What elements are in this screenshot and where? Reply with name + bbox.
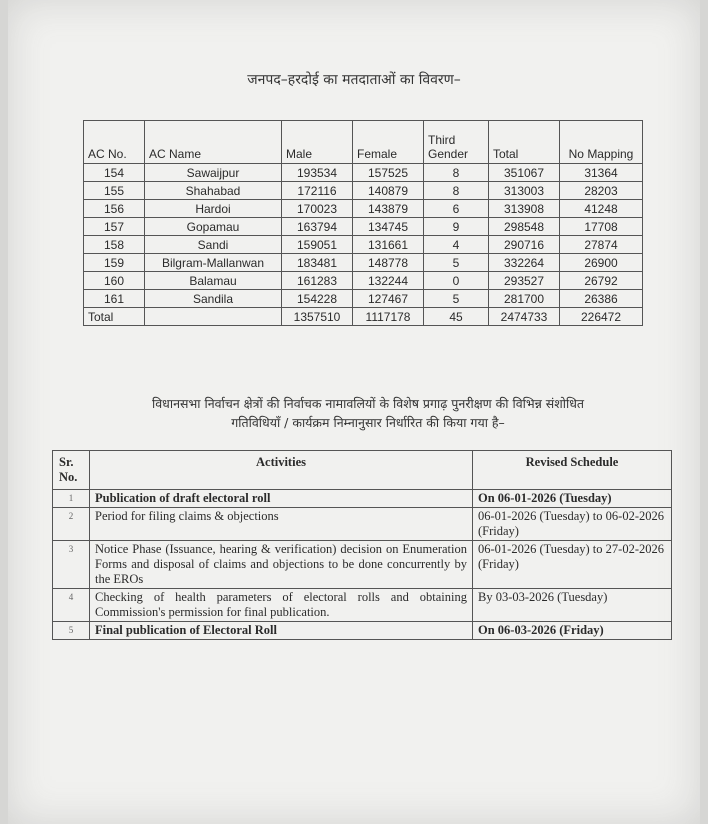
cell-third-gender: 4 [424, 236, 489, 254]
cell-male: 163794 [282, 218, 353, 236]
cell-third-gender: 6 [424, 200, 489, 218]
schedule-table-header-row [53, 451, 672, 490]
cell-no-mapping: 26386 [560, 290, 643, 308]
document-page [8, 0, 700, 824]
voters-table-row [84, 290, 643, 308]
cell-no-mapping: 28203 [560, 182, 643, 200]
header-no-mapping: No Mapping [560, 121, 643, 164]
cell-no-mapping: 17708 [560, 218, 643, 236]
schedule-activity: Period for filing claims & objections [90, 508, 473, 541]
header-female: Female [353, 121, 424, 164]
total-male: 1357510 [282, 308, 353, 326]
voters-table-row [84, 272, 643, 290]
voters-table-row [84, 254, 643, 272]
cell-third-gender: 0 [424, 272, 489, 290]
schedule-sr: 3 [53, 541, 90, 589]
cell-total: 281700 [489, 290, 560, 308]
document-heading: जनपद–हरदोई का मतदाताओं का विवरण– [247, 72, 461, 88]
schedule-date: 06-01-2026 (Tuesday) to 06-02-2026 (Friday) [473, 508, 672, 541]
cell-ac-no: 156 [84, 200, 145, 218]
cell-no-mapping: 26792 [560, 272, 643, 290]
schedule-date: On 06-03-2026 (Friday) [473, 622, 672, 640]
schedule-table [52, 450, 672, 640]
cell-total: 313003 [489, 182, 560, 200]
cell-ac-name: Sandila [145, 290, 282, 308]
cell-male: 170023 [282, 200, 353, 218]
cell-no-mapping: 26900 [560, 254, 643, 272]
total-ac-name [145, 308, 282, 326]
schedule-sr: 1 [53, 490, 90, 508]
cell-ac-no: 161 [84, 290, 145, 308]
schedule-activity: Final publication of Electoral Roll [90, 622, 473, 640]
cell-ac-no: 157 [84, 218, 145, 236]
total-third-gender: 45 [424, 308, 489, 326]
header-ac-no: AC No. [84, 121, 145, 164]
cell-third-gender: 8 [424, 182, 489, 200]
schedule-sr: 5 [53, 622, 90, 640]
header-total: Total [489, 121, 560, 164]
cell-no-mapping: 41248 [560, 200, 643, 218]
schedule-sr: 4 [53, 589, 90, 622]
header-revised-schedule: Revised Schedule [473, 451, 672, 490]
cell-total: 290716 [489, 236, 560, 254]
cell-ac-no: 160 [84, 272, 145, 290]
cell-ac-name: Sawaijpur [145, 164, 282, 182]
header-male: Male [282, 121, 353, 164]
total-no-mapping: 226472 [560, 308, 643, 326]
cell-female: 143879 [353, 200, 424, 218]
schedule-activity: Notice Phase (Issuance, hearing & verification) decision on Enumeration Forms and disposal of claims and objections to be done concurrently by the EROs [90, 541, 473, 589]
cell-female: 131661 [353, 236, 424, 254]
cell-no-mapping: 31364 [560, 164, 643, 182]
voters-table-row [84, 236, 643, 254]
paragraph-line-2: गतिविधियाँ / कार्यक्रम निम्नानुसार निर्धारित की किया गया है– [231, 415, 505, 430]
cell-male: 193534 [282, 164, 353, 182]
schedule-row [53, 490, 672, 508]
cell-ac-no: 159 [84, 254, 145, 272]
cell-ac-name: Sandi [145, 236, 282, 254]
cell-female: 134745 [353, 218, 424, 236]
cell-ac-name: Balamau [145, 272, 282, 290]
total-female: 1117178 [353, 308, 424, 326]
schedule-row [53, 589, 672, 622]
cell-total: 332264 [489, 254, 560, 272]
schedule-row [53, 508, 672, 541]
cell-ac-no: 158 [84, 236, 145, 254]
schedule-intro-paragraph [68, 394, 668, 432]
schedule-activity: Publication of draft electoral roll [90, 490, 473, 508]
cell-male: 159051 [282, 236, 353, 254]
cell-female: 127467 [353, 290, 424, 308]
voters-table-row [84, 164, 643, 182]
cell-third-gender: 9 [424, 218, 489, 236]
cell-female: 157525 [353, 164, 424, 182]
cell-total: 351067 [489, 164, 560, 182]
cell-male: 183481 [282, 254, 353, 272]
cell-ac-no: 154 [84, 164, 145, 182]
cell-ac-name: Hardoi [145, 200, 282, 218]
total-ac-no: Total [84, 308, 145, 326]
header-sr-no: Sr. No. [53, 451, 90, 490]
schedule-date: By 03-03-2026 (Tuesday) [473, 589, 672, 622]
schedule-row [53, 541, 672, 589]
cell-third-gender: 5 [424, 290, 489, 308]
cell-ac-name: Shahabad [145, 182, 282, 200]
header-activities: Activities [90, 451, 473, 490]
voters-table-row [84, 182, 643, 200]
schedule-date: On 06-01-2026 (Tuesday) [473, 490, 672, 508]
cell-third-gender: 8 [424, 164, 489, 182]
cell-female: 148778 [353, 254, 424, 272]
header-third-gender: Third Gender [424, 121, 489, 164]
header-ac-name: AC Name [145, 121, 282, 164]
cell-female: 132244 [353, 272, 424, 290]
cell-total: 313908 [489, 200, 560, 218]
voters-table-row [84, 200, 643, 218]
cell-ac-name: Bilgram-Mallanwan [145, 254, 282, 272]
schedule-sr: 2 [53, 508, 90, 541]
cell-total: 298548 [489, 218, 560, 236]
cell-ac-no: 155 [84, 182, 145, 200]
paragraph-line-1: विधानसभा निर्वाचन क्षेत्रों की निर्वाचक नामावलियों के विशेष प्रगाढ़ पुनरीक्षण की विभिन्न संशोधित [151, 396, 585, 411]
cell-male: 154228 [282, 290, 353, 308]
schedule-date: 06-01-2026 (Tuesday) to 27-02-2026 (Friday) [473, 541, 672, 589]
cell-third-gender: 5 [424, 254, 489, 272]
cell-male: 172116 [282, 182, 353, 200]
voters-table-total-row [84, 308, 643, 326]
cell-female: 140879 [353, 182, 424, 200]
cell-ac-name: Gopamau [145, 218, 282, 236]
voters-table-header-row [84, 121, 643, 164]
voters-table [83, 120, 643, 326]
cell-male: 161283 [282, 272, 353, 290]
total-total: 2474733 [489, 308, 560, 326]
schedule-row [53, 622, 672, 640]
schedule-activity: Checking of health parameters of electoral rolls and obtaining Commission's permission for final publication. [90, 589, 473, 622]
cell-no-mapping: 27874 [560, 236, 643, 254]
cell-total: 293527 [489, 272, 560, 290]
voters-table-row [84, 218, 643, 236]
